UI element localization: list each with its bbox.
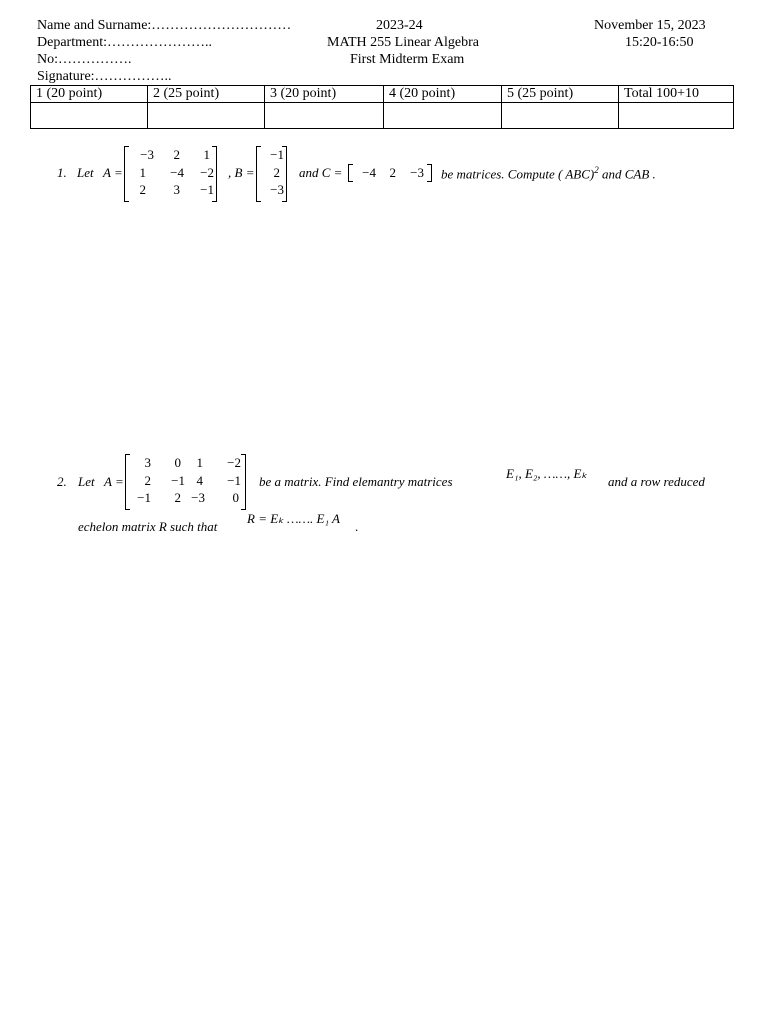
bracket-right — [282, 146, 287, 202]
score-header-q1: 1 (20 point) — [31, 86, 148, 103]
matrix-cell: 2 — [139, 182, 146, 197]
exam-time: 15:20-16:50 — [625, 35, 694, 50]
q2-instruction-text: be a matrix. Find elemantry matrices — [259, 474, 453, 489]
score-cell — [265, 103, 384, 129]
score-header-q3: 3 (20 point) — [265, 86, 384, 103]
matrix-cell: −1 — [270, 147, 284, 162]
matrix-cell: −3 — [191, 490, 205, 505]
matrix-cell: 2 — [273, 165, 280, 180]
matrix-cell: 3 — [173, 182, 180, 197]
matrix-cell: 0 — [174, 455, 181, 470]
matrix-cell: 2 — [144, 473, 151, 488]
q2-A-eq: A = — [104, 474, 124, 489]
q1-matrix-A — [122, 145, 220, 201]
q2-instruction-tail: and a row reduced — [608, 474, 705, 489]
matrix-cell: 1 — [139, 165, 146, 180]
q2-line2: echelon matrix R such that — [78, 519, 218, 534]
matrix-cell: −1 — [137, 490, 151, 505]
score-header-total: Total 100+10 — [619, 86, 734, 103]
q1-instruction — [441, 165, 656, 182]
q1-B-eq: , B = — [228, 165, 255, 180]
matrix-cell: −2 — [227, 455, 241, 470]
q2-period: . — [355, 519, 359, 534]
matrix-cell: 2 — [174, 490, 181, 505]
q1-instruction-tail: and CAB . — [601, 166, 656, 182]
bracket-left — [124, 146, 129, 202]
matrix-cell: 4 — [196, 473, 203, 488]
exam-title: First Midterm Exam — [350, 52, 465, 67]
score-cell — [31, 103, 148, 129]
score-cell — [384, 103, 502, 129]
name-surname-field: Name and Surname:………………………… — [37, 18, 292, 33]
matrix-cell: −4 — [170, 165, 184, 180]
q2-let: Let — [78, 474, 95, 489]
matrix-cell: −3 — [140, 147, 154, 162]
matrix-cell: −3 — [410, 165, 424, 180]
bracket-right — [212, 146, 217, 202]
matrix-cell: 1 — [196, 455, 203, 470]
score-header-q4: 4 (20 point) — [384, 86, 502, 103]
bracket-right — [241, 454, 246, 510]
q1-C-eq: and C = — [299, 165, 343, 180]
q2-formula: R = Eₖ ……. E₁ A — [247, 511, 340, 526]
matrix-cell: 3 — [144, 455, 151, 470]
q1-matrix-C — [348, 163, 434, 183]
signature-field: Signature:…………….. — [37, 69, 172, 84]
student-number-field: No:……………. — [37, 52, 132, 67]
q1-number: 1. — [57, 165, 67, 180]
course-title: MATH 255 Linear Algebra — [327, 35, 480, 50]
q1-let: Let — [77, 165, 94, 180]
matrix-cell: 0 — [232, 490, 239, 505]
matrix-cell: −4 — [362, 165, 376, 180]
q1-instruction-text: be matrices. Compute ( ABC) — [441, 166, 595, 182]
score-header-row — [31, 86, 734, 103]
q2-matrix-A — [123, 453, 249, 509]
score-entry-row — [31, 103, 734, 129]
matrix-cell: −1 — [171, 473, 185, 488]
matrix-cell: −2 — [200, 165, 214, 180]
department-field: Department:………………….. — [37, 35, 212, 50]
q2-elementary-matrices: E₁, E₂, ……, Eₖ — [506, 466, 588, 481]
score-cell — [619, 103, 734, 129]
matrix-cell: 2 — [389, 165, 396, 180]
q1-A-eq: A = — [103, 165, 123, 180]
academic-year: 2023-24 — [376, 18, 423, 33]
q1-matrix-B — [256, 145, 290, 201]
bracket-right — [427, 164, 432, 182]
matrix-cell: −3 — [270, 182, 284, 197]
matrix-cell: −1 — [200, 182, 214, 197]
matrix-cell: 1 — [203, 147, 210, 162]
q1-exponent: 2 — [594, 165, 599, 175]
exam-date: November 15, 2023 — [594, 18, 706, 33]
score-header-q5: 5 (25 point) — [502, 86, 619, 103]
score-header-q2: 2 (25 point) — [148, 86, 265, 103]
matrix-cell: −1 — [227, 473, 241, 488]
score-cell — [502, 103, 619, 129]
score-table — [30, 85, 734, 129]
q2-number: 2. — [57, 474, 67, 489]
score-cell — [148, 103, 265, 129]
matrix-cell: 2 — [173, 147, 180, 162]
